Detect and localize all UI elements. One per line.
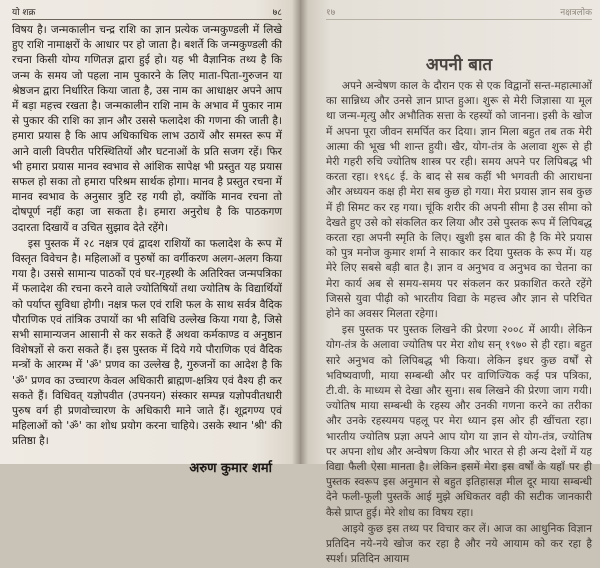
right-running-head	[326, 4, 592, 20]
right-body-text	[326, 79, 592, 568]
right-paragraph-2: इस पुस्तक पर पुस्तक लिखने की प्रेरणा २००८ में आयी। लेकिन योग-तंत्र के अलावा ज्योतिष पर मेरा शोध सन् १९७० से ही रहा। बहुत सारे अनुभव को लिपिबद्ध भी किया। लेकिन इधर कुछ वर्षों से भविष्यवाणी, माया सम्बन्धी और पर वाणिज्यिक कई पत्र पत्रिका, टी.वी. के माध्यम से देखा और सुना। सब लिखने की प्रेरणा जाग गयी। ज्योतिष माया सम्बन्धी के रहस्य और उनकी गणना करने का तरीका और उनके रहस्यमय पहलू पर मेरा ध्यान इस ओर ही खींचता रहा। भारतीय ज्योतिष प्रज्ञा अपने आप योग या ज्ञान से योग-तंत्र, ज्योतिष पर अपना शोध और अन्वेषण किया और भारत से ही अन्य देशों में यह विद्या फैली ऐसा मानता है। लेकिन इसमें मेरा इस वर्षों के यहाँ पर ही पुस्तक स्वरूप इस अनुमान से बहुत इतिहासज्ञ मील दूर माया सम्बन्धी देने फली-फूली पुस्तकें आई मुझे अधिकतर वही की सटीक जानकारी कैसे प्राप्त हुई। मेरे शोध का विषय रहा।	[326, 324, 592, 519]
right-header-title: नक्षत्रलोक	[560, 7, 592, 18]
left-page	[0, 0, 300, 476]
right-paragraph-1: अपने अन्वेषण काल के दौरान एक से एक विद्वानों सन्त-महात्माओं का सान्निध्य और उनसे ज्ञान प्राप्त हुआ। शुरू से मेरी जिज्ञासा या मूल था जन्म-मृत्यु और अभौतिक सत्ता के रहस्यों को जानना। इसी के खोज में अपना पूरा जीवन समर्पित कर दिया। ज्ञान मिला बहुत तब तक मेरी आत्मा की भूख भी शान्त हुयी। खैर, योग-तंत्र के अलावा शुरू से ही मेरी गहरी रुचि ज्योतिष शास्त्र पर रही। समय अपने पर लिपिबद्ध भी करता रहा। १९६८ ई. के बाद से सब कहीं भी भगवती की आराधना और अध्ययन कक्ष ही मेरा सब कुछ हो गया। मेरा प्रयास ज्ञान सब कुछ में ही सिमट कर रह गया। चूंकि शरीर की अपनी सीमा है उस सीमा को देखते हुए उसे को संकलित कर लिया और उसे पुस्तक रूप में लिपिबद्ध करता रहा अपनी स्मृति के लिए। खुशी इस बात की है कि मेरे प्रयास को पुत्र मनोज कुमार शर्मा ने साकार कर दिया पुस्तक के रूप में। यह मेरे लिए सबसे बड़ी बात है। ज्ञान व अनुभव व अनुभव का चेतना का मेरा कार्य अब से समय-समय पर संकलन कर प्रकाशित करते रहेंगे जिससे युवा पीढ़ी को भारतीय विद्या के महत्त्व और ज्ञान से परिचित होने का अवसर मिलता रहेगा।	[326, 80, 592, 321]
left-header-title: यो शक्र	[12, 7, 36, 18]
right-page	[300, 0, 600, 566]
right-page-number: १७	[326, 7, 336, 18]
left-body-text	[12, 23, 282, 450]
right-paragraph-3: आइये कुछ इस तथ्य पर विचार कर लें। आज का आधुनिक विज्ञान प्रतिदिन नये-नये खोज कर रहा है और नये आयाम को कर रहा है स्पर्श। प्रतिदिन आयाम	[326, 522, 592, 566]
book-gutter	[292, 0, 308, 464]
chapter-title: अपनी बात	[425, 55, 493, 75]
left-running-head	[12, 4, 282, 20]
author-signature: अरुण कुमार शर्मा	[189, 460, 272, 476]
left-page-number: ७८	[272, 7, 282, 18]
left-paragraph-1: विषय है। जन्मकालीन चन्द्र राशि का ज्ञान प्रत्येक जन्मकुण्डली में लिखे हुए राशि नामाक्षरों के आधार पर हो जाता है। बशर्ते कि जन्मकुण्डली की रचना किसी योग्य गणितज्ञ द्वारा हुई हो। यह भी वैज्ञानिक तथ्य है कि जन्म के समय जो पहला नाम पुकारने के लिए माता-पिता-गुरुजन या श्रेष्ठजन द्वारा निर्धारित किया जाता है, उस नाम का आधाक्षर अपने आप में बड़ा महत्त्व रखता है। जन्मकालीन राशि नाम के अभाव में पुकार नाम से पुकार की राशि का ज्ञान और उससे फलादेश की गणना की जाती है। हमारा प्रयास है कि आप अधिकाधिक लाभ उठायें और समस्त रूप में आने वाली विपरीत परिस्थितियों और घटनाओं के प्रति सजग रहें। फिर भी हमारा प्रयास मानव स्वभाव से आंशिक सापेक्ष भी प्रस्तुत यह प्रयास सफल हो सका तो हमारा परिश्रम सार्थक होगा। मानव है प्रस्तुत रचना में मानव स्वभाव के अनुसार त्रुटि रह गयी हो, क्योंकि मानव रचना तो दोषपूर्ण नहीं कहा जा सकता है। हमारा अनुरोध है कि पाठकगण उदारता दिखायें व उचित सुझाव देते रहेंगे।	[12, 24, 282, 234]
left-paragraph-2: इस पुस्तक में २८ नक्षत्र एवं द्वादश राशियों का फलादेश के रूप में विस्तृत विवेचन है। महिलाओं व पुरुषों का वर्गीकरण अलग-अलग किया गया है। उससे सामान्य पाठकों एवं घर-गृहस्थी के अतिरिक्त जन्मपत्रिका में फलादेश की रचना करने वाले ज्योतिषियों तथा ज्योतिष के विद्यार्थियों को पर्याप्त सुविधा होगी। नक्षत्र फल एवं राशि फल के साथ सर्वत्र वैदिक पौराणिक एवं तांत्रिक उपायों का भी सविधि उल्लेख किया गया है, जिसे सभी सामान्यजन आसानी से कर सकते हैं अथवा कर्मकाण्ड व अनुष्ठान विशेषज्ञों से करा सकते हैं। इस पुस्तक में दिये गये पौराणिक एवं वैदिक मन्त्रों के आरम्भ में 'ॐ' प्रणव का उल्लेख है, गुरुजनों का आदेश है कि 'ॐ' प्रणव का उच्चारण केवल अधिकारी ब्राह्मण-क्षत्रिय एवं वैश्य ही कर सकते हैं। विधिवत् यज्ञोपवीत (उपनयन) संस्कार सम्पन्न यज्ञोपवीतधारी पुरुष वर्ग ही प्रणवोच्चारण के अधिकारी माने जाते हैं। शूद्रगण्य एवं महिलाओं को 'ॐ' का शोध प्रयोग करना चाहिये। उसके स्थान 'श्री' की प्रतिष्ठा है।	[12, 237, 282, 448]
